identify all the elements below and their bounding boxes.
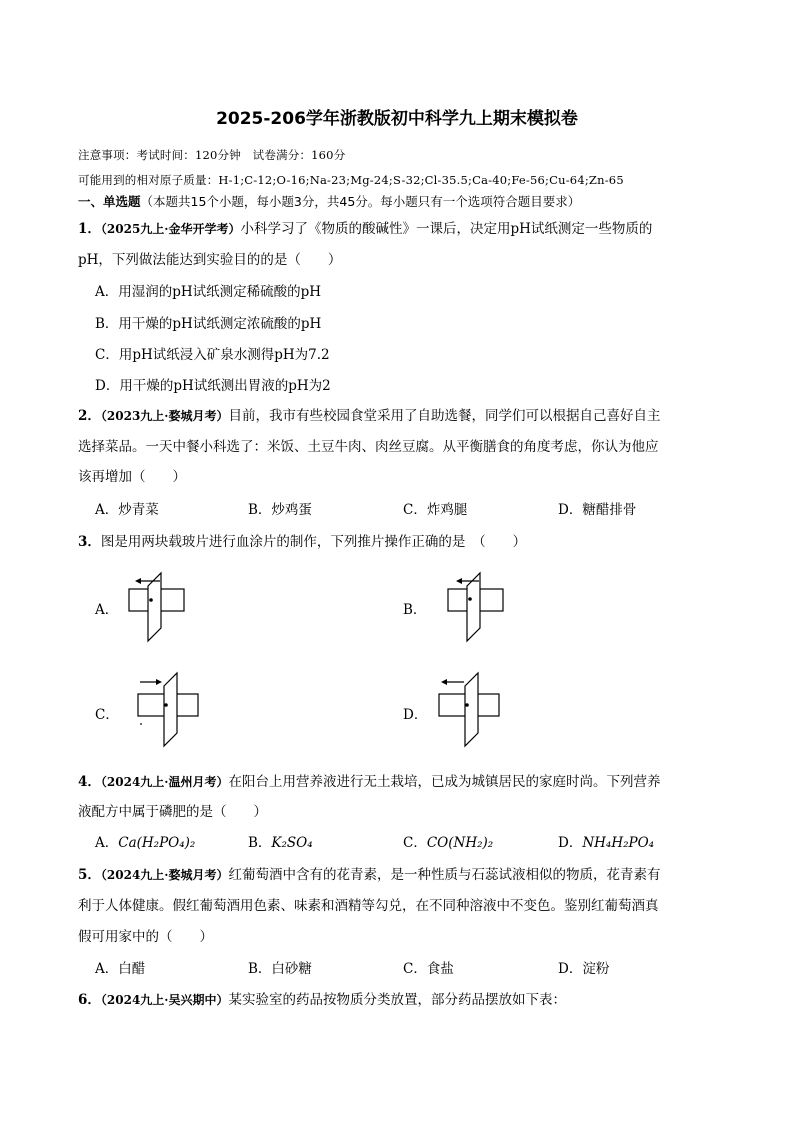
question-text: 红葡萄酒中含有的花青素，是一种性质与石蕊试液相似的物质，花青素有: [228, 867, 661, 883]
q3-option-b-figure: [444, 570, 519, 645]
q3-option-a-figure: [125, 570, 200, 645]
question-4-stem-line2: 液配方中属于磷肥的是（ ）: [78, 804, 267, 820]
q4-option-c[interactable]: [403, 831, 493, 851]
q2-option-c[interactable]: C．炸鸡腿: [403, 502, 468, 518]
question-2-stem-line3: 该再增加（ ）: [78, 469, 186, 485]
page-title: 2025-206学年浙教版初中科学九上期末模拟卷: [216, 109, 578, 129]
question-number: 4．: [78, 774, 101, 790]
q5-option-c[interactable]: C．食盐: [403, 961, 454, 977]
question-source: （2024九上·温州月考）: [100, 775, 229, 789]
q5-option-b[interactable]: B．白砂糖: [248, 961, 312, 977]
q3-option-d-label[interactable]: D．: [403, 707, 428, 723]
question-source: （2023九上·婺城月考）: [100, 409, 229, 423]
q3-option-d-figure: [433, 668, 508, 748]
question-text: 目前，我市有些校园食堂采用了自助选餐，同学们可以根据自己喜好自主: [228, 408, 661, 424]
question-number: 5．: [78, 867, 101, 883]
question-5-stem-line3: 假可用家中的（ ）: [78, 929, 213, 945]
option-prefix: C．: [403, 835, 427, 851]
question-number: 1．: [78, 221, 101, 237]
question-4-stem: [78, 770, 660, 790]
q1-option-d[interactable]: D．用干燥的pH试纸测出胃液的pH为2: [95, 378, 331, 394]
q2-option-d[interactable]: D．糖醋排骨: [558, 502, 637, 518]
question-3-stem: [78, 530, 526, 550]
q4-option-b[interactable]: [248, 831, 313, 851]
section-label: 一、单选题: [78, 194, 141, 209]
section-heading: [78, 192, 580, 210]
chemical-formula: K₂SO₄: [271, 835, 313, 851]
chemical-formula: Ca(H₂PO₄)₂: [118, 835, 196, 851]
q1-option-a[interactable]: A．用湿润的pH试纸测定稀硫酸的pH: [95, 284, 322, 300]
q2-option-b[interactable]: B．炒鸡蛋: [248, 502, 312, 518]
chemical-formula: CO(NH₂)₂: [426, 835, 494, 851]
question-number: 6．: [78, 992, 101, 1008]
question-source: （2024九上·吴兴期中）: [100, 993, 229, 1007]
question-text: 图是用两块载玻片进行血涂片的制作，下列推片操作正确的是 （ ）: [100, 534, 527, 550]
option-prefix: A．: [95, 835, 119, 851]
question-5-stem-line2: 利于人体健康。假红葡萄酒用色素、味素和酒精等勾兑，在不同种溶液中不变色。鉴别红葡萄酒真: [78, 898, 659, 914]
question-1-stem-line2: pH，下列做法能达到实验目的的是（ ）: [78, 252, 342, 268]
question-6-stem: [78, 988, 566, 1008]
q4-option-a[interactable]: [95, 831, 195, 851]
option-prefix: B．: [248, 835, 272, 851]
q5-option-d[interactable]: D．淀粉: [558, 961, 610, 977]
question-number: 2．: [78, 408, 101, 424]
question-source: （2024九上·婺城月考）: [100, 868, 229, 882]
question-text: 在阳台上用营养液进行无土栽培，已成为城镇居民的家庭时尚。下列营养: [228, 774, 661, 790]
question-2-stem: [78, 404, 660, 424]
q3-option-b-label[interactable]: B．: [403, 602, 427, 618]
question-text: 小科学习了《物质的酸碱性》一课后，决定用pH试纸测定一些物质的: [240, 221, 653, 237]
question-source: （2025九上·金华开学考）: [100, 222, 241, 236]
q1-option-b[interactable]: B．用干燥的pH试纸测定浓硫酸的pH: [95, 316, 322, 332]
question-text: 某实验室的药品按物质分类放置，部分药品摆放如下表：: [228, 992, 566, 1008]
option-prefix: D．: [558, 835, 583, 851]
section-detail: （本题共15个小题，每小题3分，共45分。每小题只有一个选项符合题目要求）: [140, 194, 581, 209]
q4-option-d[interactable]: [558, 831, 654, 851]
q1-option-c[interactable]: C．用pH试纸浸入矿泉水测得pH为7.2: [95, 347, 330, 363]
atomic-masses: 可能用到的相对原子质量：H-1;C-12;O-16;Na-23;Mg-24;S-32;Cl-35.5;Ca-40;Fe-56;Cu-64;Zn-65: [78, 173, 624, 187]
question-number: 3．: [78, 534, 101, 550]
q3-option-a-label[interactable]: A．: [95, 602, 119, 618]
chemical-formula: NH₄H₂PO₄: [582, 835, 655, 851]
q5-option-a[interactable]: A．白醋: [95, 961, 146, 977]
question-1-stem: [78, 217, 652, 237]
question-2-stem-line2: 选择菜品。一天中餐小科选了：米饭、土豆牛肉、肉丝豆腐。从平衡膳食的角度考虑，你认为他应: [78, 439, 659, 455]
exam-notice: 注意事项：考试时间：120分钟 试卷满分：160分: [78, 148, 346, 162]
q2-option-a[interactable]: A．炒青菜: [95, 502, 159, 518]
question-5-stem: [78, 863, 660, 883]
q3-option-c-label[interactable]: C．: [95, 707, 119, 723]
q3-option-c-figure: [130, 668, 205, 748]
